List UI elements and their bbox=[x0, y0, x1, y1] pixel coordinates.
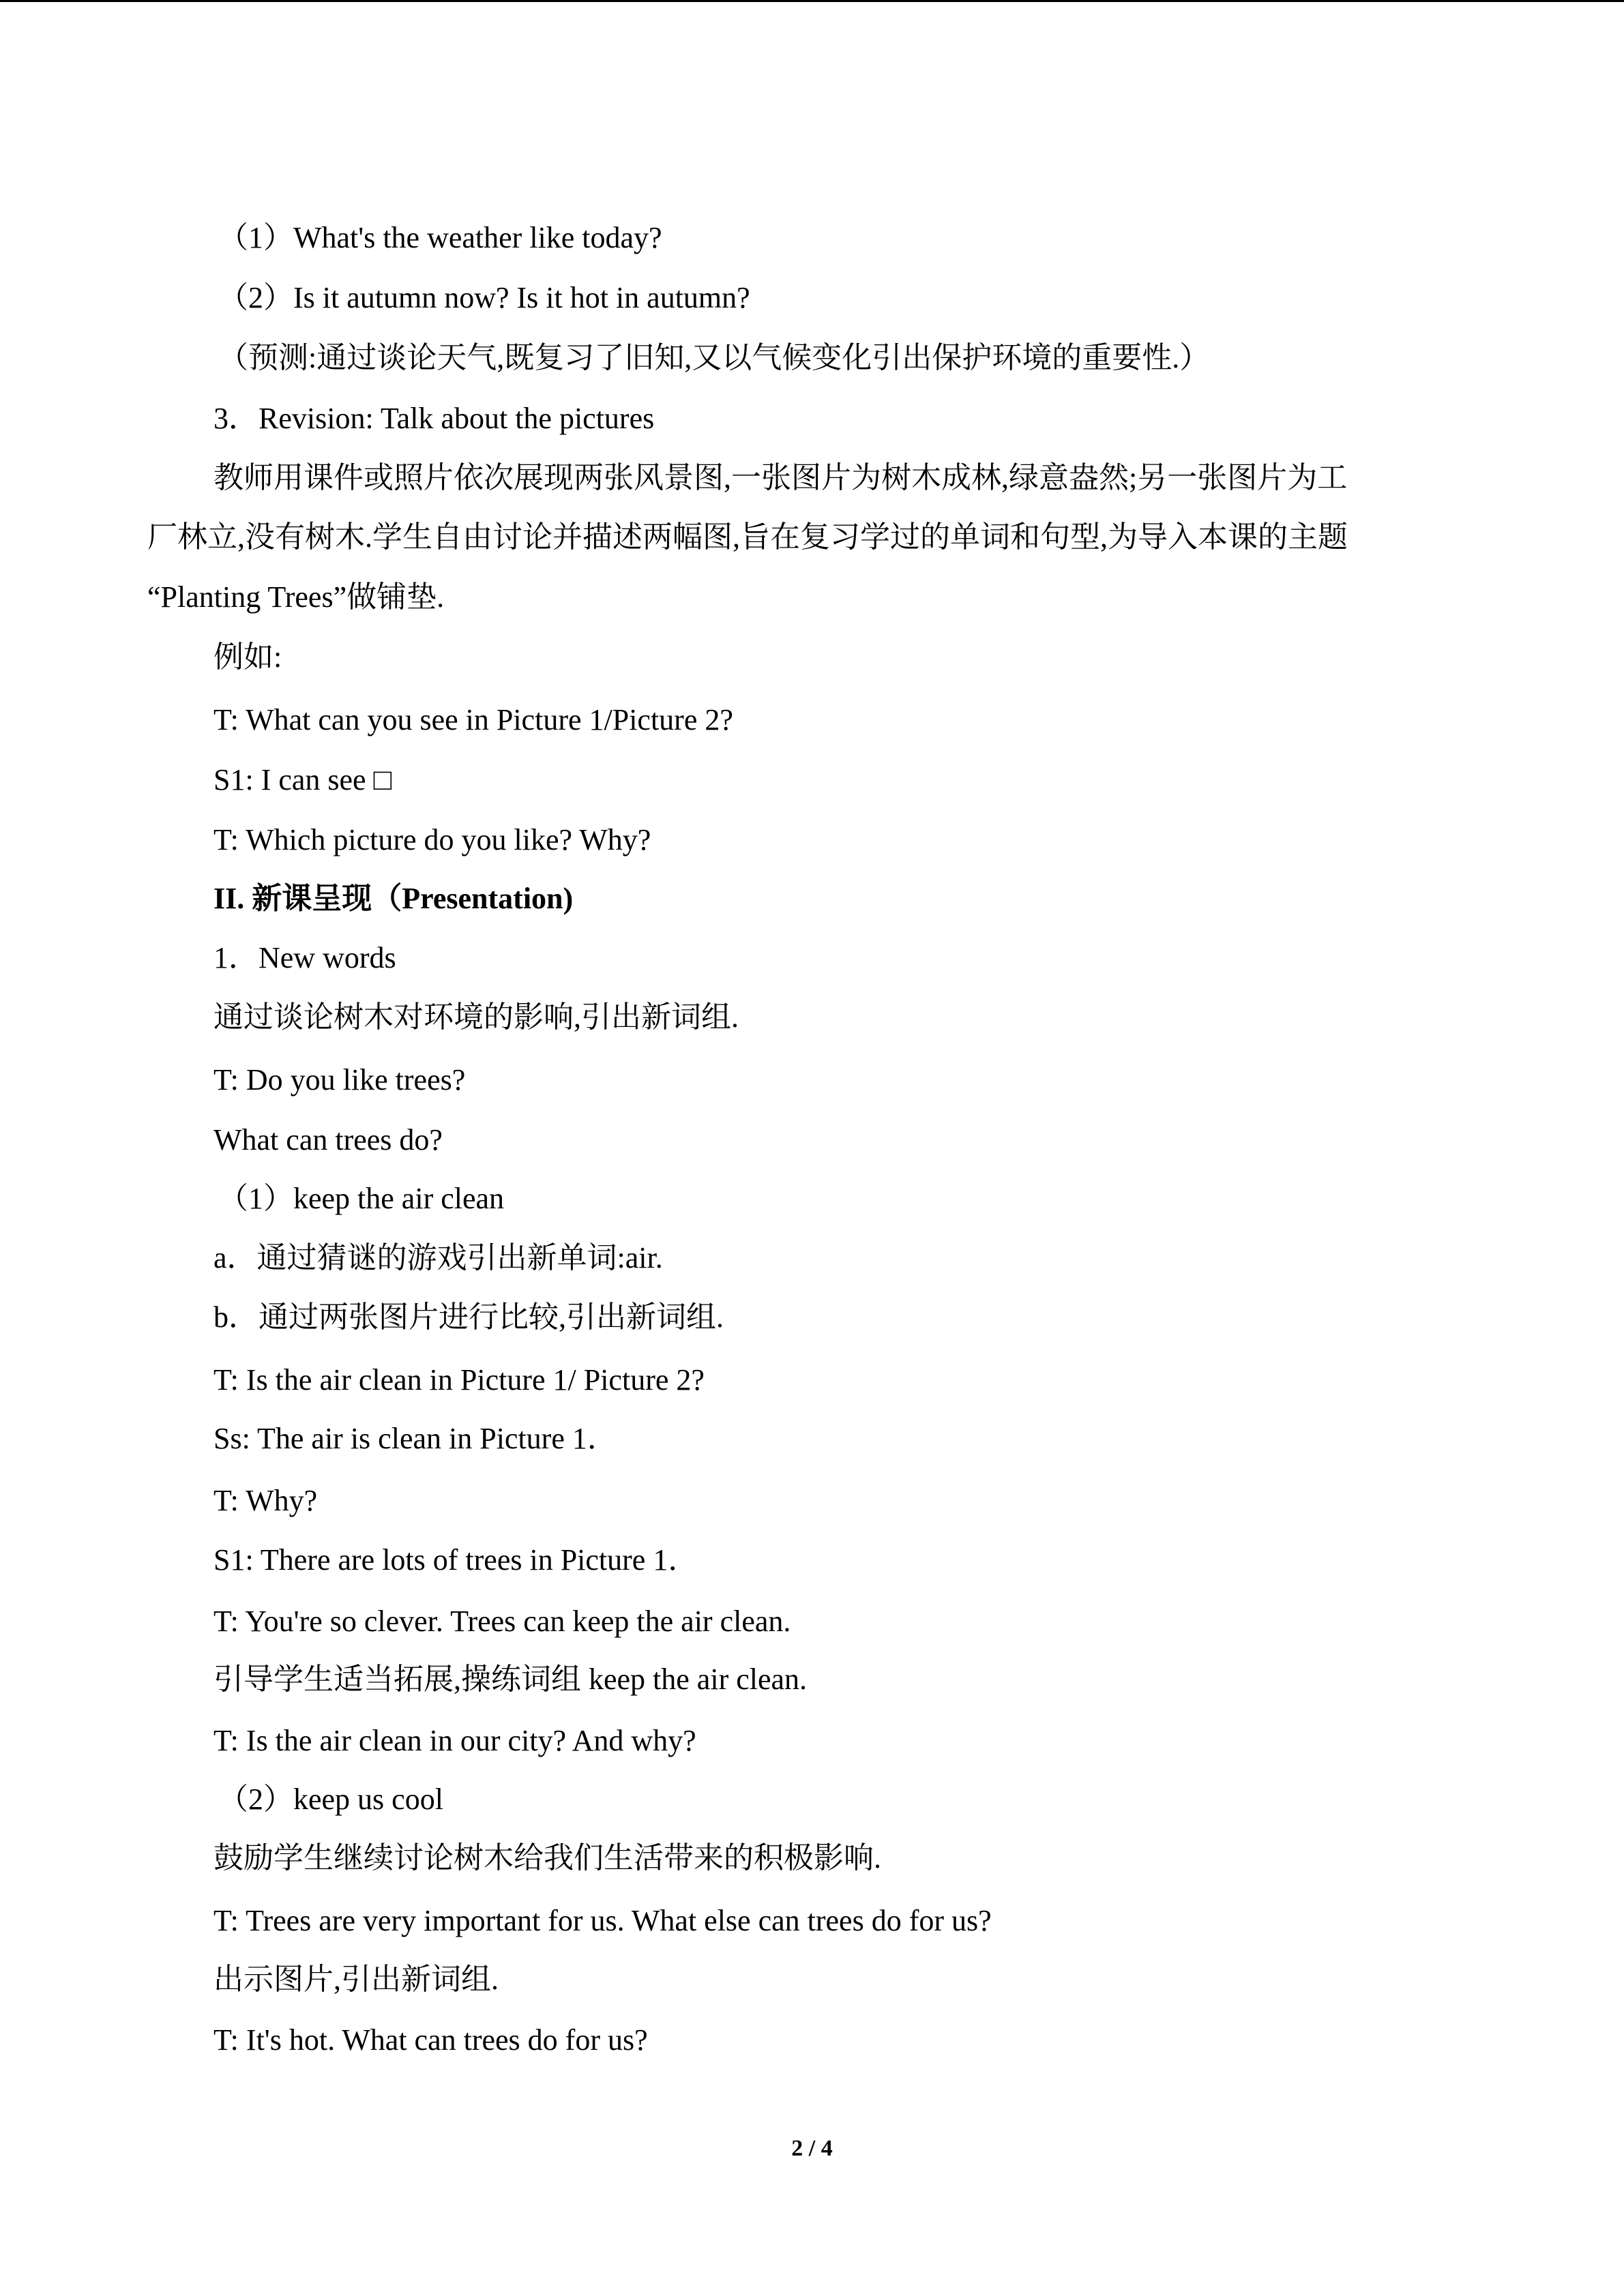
revision-paragraph-line-3: “Planting Trees”做铺垫. bbox=[147, 580, 445, 614]
new-words-intro: 通过谈论树木对环境的影响,引出新词组. bbox=[213, 1000, 739, 1034]
page-number: 2 / 4 bbox=[791, 2136, 833, 2161]
picture-note: 出示图片,引出新词组. bbox=[213, 1963, 499, 1996]
revision-paragraph-line-2: 厂林立,没有树木.学生自由讨论并描述两幅图,旨在复习学过的单词和句型,为导入本课的主题 bbox=[147, 520, 1348, 554]
dialogue-line: T: It's hot. What can trees do for us? bbox=[213, 2023, 648, 2057]
prediction-note: （预测:通过谈论天气,既复习了旧知,又以气候变化引出保护环境的重要性.） bbox=[218, 341, 1210, 374]
dialogue-line: Ss: The air is clean in Picture 1． bbox=[213, 1422, 617, 1455]
question-2-autumn: （2）Is it autumn now? Is it hot in autumn? bbox=[218, 281, 750, 314]
dialogue-line: S1: There are lots of trees in Picture 1． bbox=[213, 1543, 698, 1577]
revision-paragraph-line-1: 教师用课件或照片依次展现两张风景图,一张图片为树木成林,绿意盎然;另一张图片为工 bbox=[213, 461, 1348, 494]
discussion-note: 鼓励学生继续讨论树木给我们生活带来的积极影响. bbox=[213, 1841, 881, 1875]
step-a: a．通过猜谜的游戏引出新单词:air. bbox=[213, 1241, 663, 1274]
practice-note: 引导学生适当拓展,操练词组 keep the air clean. bbox=[213, 1663, 808, 1696]
dialogue-line: T: Is the air clean in our city? And why? bbox=[213, 1724, 696, 1757]
step-b: b．通过两张图片进行比较,引出新词组. bbox=[213, 1300, 724, 1334]
revision-heading: 3．Revision: Talk about the pictures bbox=[213, 402, 655, 435]
dialogue-line: What can trees do? bbox=[213, 1123, 443, 1157]
subheading-keep-us-cool: （2）keep us cool bbox=[218, 1783, 443, 1816]
dialogue-line: T: Why? bbox=[213, 1484, 318, 1517]
presentation-section-heading: II. 新课呈现（Presentation) bbox=[213, 882, 574, 915]
example-label: 例如: bbox=[213, 640, 282, 674]
dialogue-line: T: Do you like trees? bbox=[213, 1063, 466, 1097]
dialogue-line: T: Is the air clean in Picture 1/ Picture 2? bbox=[213, 1363, 705, 1397]
dialogue-line: S1: I can see □ bbox=[213, 763, 392, 796]
question-1-weather: （1）What's the weather like today? bbox=[218, 221, 662, 254]
dialogue-line: T: Which picture do you like? Why? bbox=[213, 823, 651, 856]
new-words-heading: 1．New words bbox=[213, 941, 396, 974]
subheading-keep-air-clean: （1）keep the air clean bbox=[218, 1182, 505, 1215]
dialogue-line: T: Trees are very important for us. What else can trees do for us? bbox=[213, 1904, 992, 1937]
dialogue-line: T: What can you see in Picture 1/Picture 2? bbox=[213, 703, 733, 736]
dialogue-line: T: You're so clever. Trees can keep the air clean. bbox=[213, 1605, 791, 1638]
